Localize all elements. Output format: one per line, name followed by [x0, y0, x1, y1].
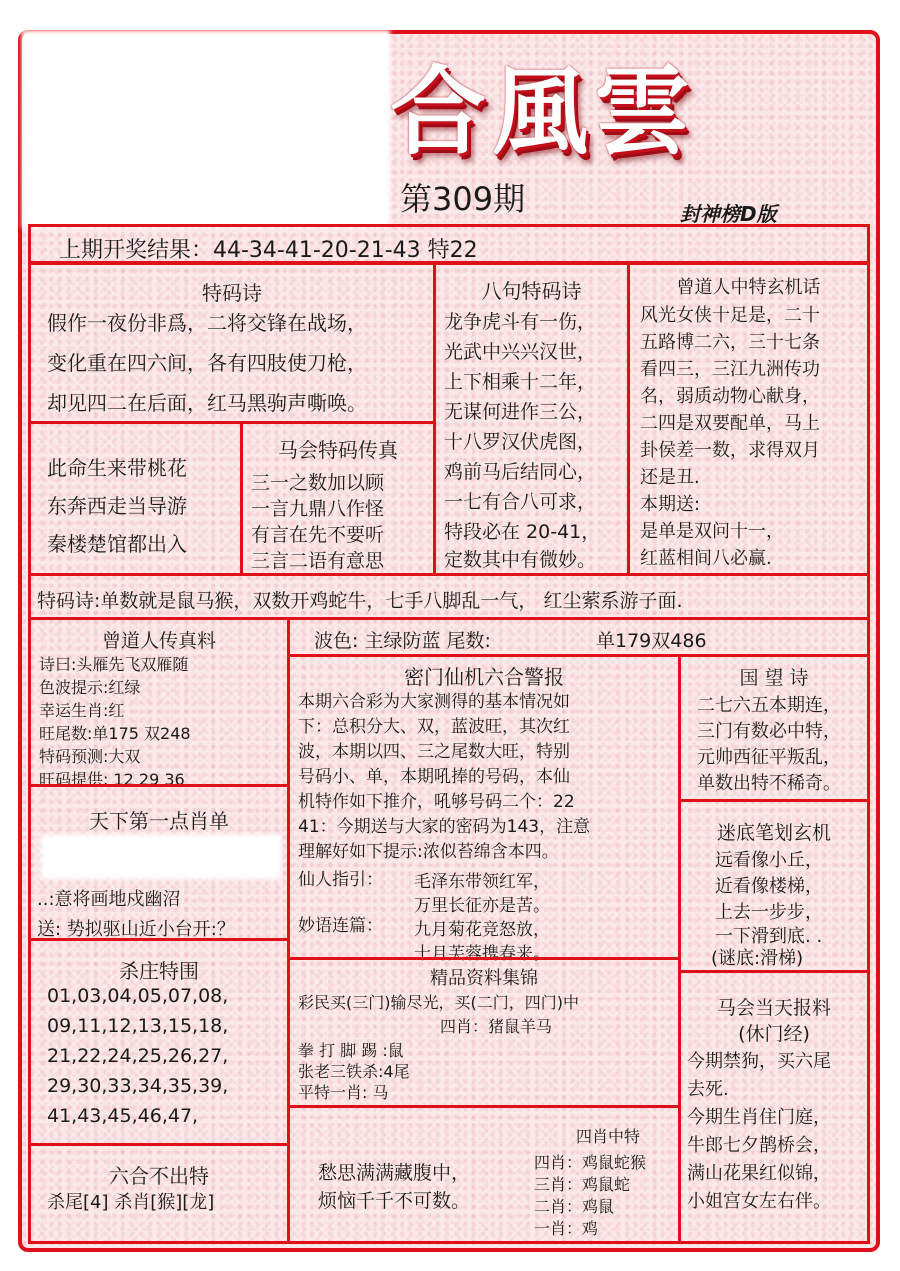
poem-line: 二七六五本期连，	[697, 695, 841, 716]
verse-line: 九月菊花竞怒放，	[414, 920, 550, 940]
riddle-line: 一下滑到底. .	[715, 926, 823, 947]
issue-number: 第309期	[400, 180, 526, 218]
info-line: 旺尾数:单175 双248	[39, 724, 191, 743]
info-line: 特码预测:大双	[39, 747, 141, 766]
banner-text: 特码诗:单数就是鼠马猴，双数开鸡蛇牛，七手八脚乱一气， 红尘萦系游子面.	[37, 590, 683, 612]
poem-line: 风光女侠十足是，二十	[640, 305, 820, 326]
poem-line: 定数其中有微妙。	[444, 549, 597, 571]
poem-line: 无谋何进作三公，	[444, 401, 597, 423]
poem-line: 三一之数加以顾	[251, 472, 385, 494]
wave-bar	[287, 617, 870, 657]
zeng-fax-box	[28, 617, 290, 787]
poem-line: 却见四二在后面，红马黑驹声嘶唤。	[47, 391, 367, 415]
mahui-day-subtitle: (休门经)	[738, 1023, 810, 1045]
poem-line: 假作一夜份非爲，二将交锋在战场，	[47, 311, 367, 335]
poem-line: 此命生来带桃花	[47, 456, 187, 480]
riddle-title: 迷底笔划玄机	[716, 822, 831, 844]
poem-line: 特段必在 20-41，	[444, 521, 601, 543]
poem-line: 牛郎七夕鹊桥会，	[687, 1135, 831, 1156]
info-line: 旺码提供: 12 29 36	[39, 770, 185, 789]
number-line: 09,11,12,13,15,18,	[47, 1015, 229, 1037]
poem-box	[28, 262, 436, 424]
poem-line: 一言九鼎八作怪	[251, 498, 385, 520]
mimen-title: 密门仙机六合警报	[404, 665, 564, 689]
guowang-title: 国 望 诗	[739, 667, 809, 689]
mahui-fax-title: 马会特码传真	[278, 438, 398, 462]
kill-title: 杀庄特围	[119, 959, 199, 983]
tianxia-line: ..:意将画地戍幽沼	[37, 889, 181, 910]
eight-line-poem-title: 八句特码诗	[481, 279, 582, 303]
poem-line: 今期生肖住门庭，	[687, 1107, 831, 1128]
last-result-bar	[28, 224, 870, 264]
poem-line: 今期禁狗，买六尾	[687, 1051, 831, 1072]
mimen-line: 下：总积分大、双，蓝波旺，其次红	[298, 717, 570, 737]
guide-line: 毛泽东带领红军，	[414, 872, 550, 892]
info-line: 色波提示:红绿	[39, 678, 141, 697]
worry-line: 烦恼千千不可数。	[318, 1190, 471, 1212]
info-line: 诗曰:头雁先飞双雁随	[39, 655, 189, 674]
jingpin-line: 拳 打 脚 踢 :鼠	[298, 1041, 404, 1060]
poem-line: 卦侯差一数，求得双月	[640, 440, 820, 461]
riddle-box	[678, 799, 870, 973]
mahui-fax-box	[240, 421, 436, 576]
redacted-area	[41, 835, 281, 879]
worry-box	[287, 1105, 681, 1244]
last-result-text: 上期开奖结果：44-34-41-20-21-43 特22	[59, 238, 478, 263]
sixiao-line: 四肖：鸡鼠蛇猴	[534, 1153, 647, 1172]
mimen-line: 41：今期送与大家的密码为143，注意	[298, 817, 591, 837]
number-line: 29,30,33,34,35,39,	[47, 1075, 229, 1097]
edition-label: 封神榜D版	[680, 202, 777, 226]
poem-line: 还是丑.	[640, 467, 700, 488]
mahui-day-title: 马会当天报料	[716, 997, 831, 1019]
poem-line: 二四是双要配单，马上	[640, 413, 820, 434]
eight-line-poem-box	[433, 262, 630, 576]
poem-line: 十八罗汉伏虎图，	[444, 431, 597, 453]
poem-line: 红蓝相间八必赢.	[640, 548, 772, 569]
sixiao-title: 四肖中特	[576, 1127, 641, 1146]
sixiao-line: 一肖：鸡	[534, 1219, 599, 1238]
tianxia-title: 天下第一点肖单	[89, 809, 229, 833]
special-poem-banner	[28, 573, 870, 620]
info-line: 幸运生肖:红	[39, 701, 125, 720]
riddle-line: 近看像楼梯，	[715, 876, 823, 897]
poem-line: 一七有合八可求，	[444, 491, 597, 513]
mahui-day-box	[678, 970, 870, 1244]
poem-line: 三言二语有意思	[251, 550, 385, 572]
jingpin-line: 彩民买(三门)输尽光，买(二门，四门)中	[298, 993, 579, 1012]
guide-line: 万里长征亦是苦。	[414, 896, 550, 916]
poem-line: 看四三，三江九洲传功	[640, 359, 820, 380]
riddle-line: 远看像小丘，	[715, 850, 823, 871]
zeng-fax-title: 曾道人传真料	[101, 630, 216, 652]
poem-line: 本期送:	[640, 494, 701, 515]
poem-line: 上下相乘十二年，	[444, 371, 597, 393]
tianxia-box	[28, 784, 290, 941]
poem-line: 光武中兴兴汉世，	[444, 341, 597, 363]
guowang-box	[678, 654, 870, 802]
kill-box	[28, 938, 290, 1146]
mimen-line: 号码小、单，本期吼捧的号码，本仙	[298, 767, 570, 787]
tianxia-line: 送: 势拟驱山近小台开:？	[37, 919, 235, 940]
mimen-box	[287, 654, 681, 964]
poem-line: 变化重在四六间，各有四肢使刀枪，	[47, 351, 367, 375]
poem-line: 秦楼楚馆都出入	[47, 532, 187, 556]
poem-line: 五路博二六，三十七条	[640, 332, 820, 353]
liuhe-box	[28, 1143, 290, 1244]
poem-line: 元帅西征平叛乱，	[697, 747, 841, 768]
sixiao-line: 三肖：鸡鼠蛇	[534, 1175, 631, 1194]
redacted-header-area	[22, 30, 390, 228]
liuhe-title: 六合不出特	[109, 1164, 209, 1188]
jingpin-line: 张老三铁杀:4尾	[298, 1062, 410, 1081]
wave-value: 单179双486	[596, 630, 707, 652]
sixiao-line: 二肖：鸡鼠	[534, 1197, 615, 1216]
mimen-line: 理解好如下提示:浓似苔绵含本四。	[298, 842, 559, 862]
poem-line: 去死.	[687, 1079, 729, 1100]
jingpin-title: 精品资料集锦	[430, 968, 538, 989]
number-line: 21,22,24,25,26,27,	[47, 1045, 229, 1067]
masthead-logo: 合風雲	[390, 55, 696, 168]
poem-line: 满山花果红似锦，	[687, 1163, 831, 1184]
riddle-line: (谜底:滑梯)	[711, 948, 804, 969]
number-line: 41,43,45,46,47,	[47, 1105, 199, 1127]
mimen-line: 本期六合彩为大家测得的基本情况如	[298, 692, 570, 712]
liuhe-line: 杀尾[4] 杀肖[猴][龙]	[47, 1192, 215, 1213]
poem-line: 单数出特不稀奇。	[697, 773, 841, 794]
poem-line: 三门有数必中特，	[697, 721, 841, 742]
poem-line: 名，弱质动物心献身，	[640, 386, 820, 407]
mimen-line: 波，本期以四、三之尾数大旺，特别	[298, 742, 570, 762]
poem-line: 有言在先不要听	[251, 524, 385, 546]
jingpin-line: 平特一肖: 马	[298, 1083, 389, 1102]
poem-line: 东奔西走当导游	[47, 494, 187, 518]
poem-line: 鸡前马后结同心，	[444, 461, 597, 483]
riddle-line: 上去一步步，	[715, 902, 823, 923]
mimen-line: 机特作如下推介，吼够号码二个：22	[298, 792, 575, 812]
poem-line: 龙争虎斗有一伤，	[444, 311, 597, 333]
verse-label: 妙语连篇：	[298, 916, 383, 936]
jingpin-box	[287, 957, 681, 1108]
worry-line: 愁思满满藏腹中，	[318, 1162, 471, 1184]
zeng-mystery-title: 曾道人中特玄机话	[676, 277, 821, 298]
verse-line: 十月芙蓉携春来。	[414, 944, 550, 964]
poem-line: 小姐宫女左右伴。	[687, 1191, 831, 1212]
zeng-mystery-box	[627, 262, 870, 576]
jingpin-line: 四肖：猪鼠羊马	[440, 1017, 553, 1036]
poem-line: 是单是双问十一，	[640, 521, 784, 542]
number-line: 01,03,04,05,07,08,	[47, 985, 229, 1007]
poem-title: 特码诗	[202, 281, 262, 305]
peach-blossom-box	[28, 421, 243, 576]
wave-label: 波色: 主绿防蓝 尾数:	[314, 630, 491, 652]
guide-label: 仙人指引：	[298, 870, 383, 890]
